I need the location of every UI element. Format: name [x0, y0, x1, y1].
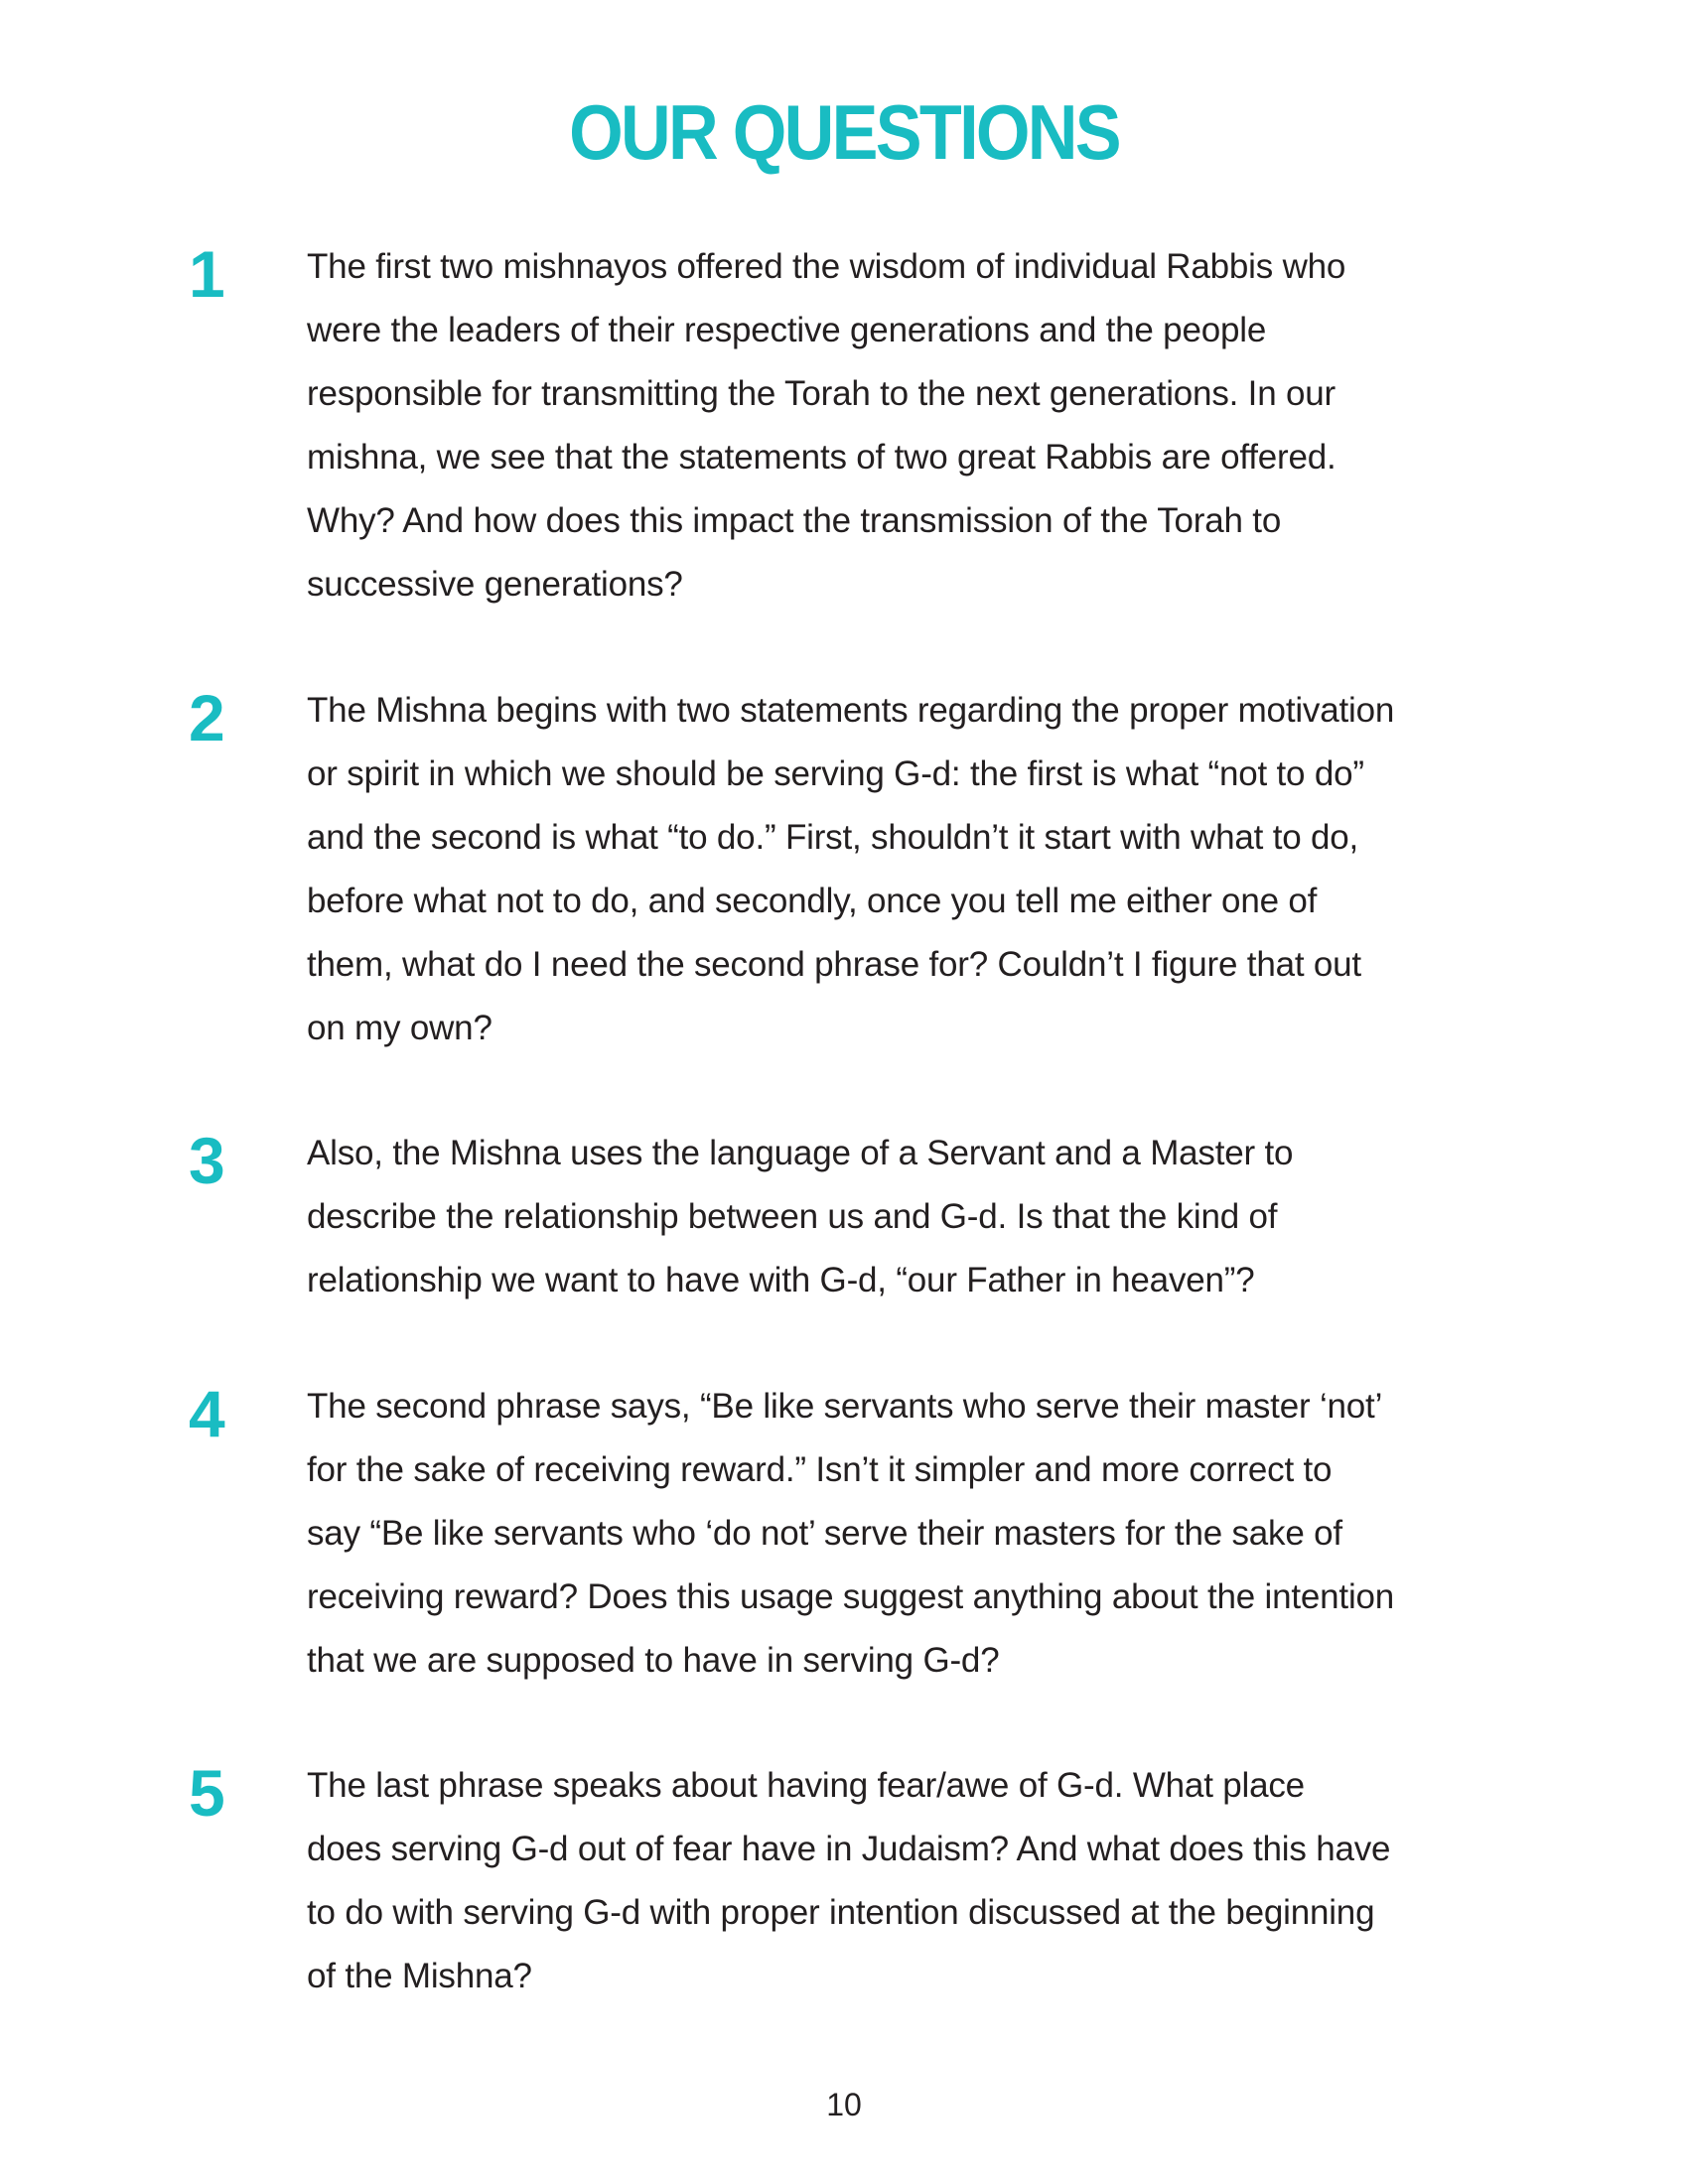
- page-title: OUR QUESTIONS: [569, 88, 1119, 176]
- question-text-line: Also, the Mishna uses the language of a Servant and a Master to: [307, 1134, 1294, 1172]
- question-text-line: to do with serving G-d with proper intention discussed at the beginning: [307, 1893, 1375, 1932]
- question-number: 5: [189, 1756, 225, 1830]
- question-text-line: The first two mishnayos offered the wisdom of individual Rabbis who: [307, 247, 1346, 286]
- question-number: 1: [189, 237, 225, 311]
- question-text-line: them, what do I need the second phrase for? Couldn’t I figure that out: [307, 945, 1361, 984]
- question-text-line: for the sake of receiving reward.” Isn’t it simpler and more correct to: [307, 1450, 1333, 1489]
- question-text-line: does serving G-d out of fear have in Judaism? And what does this have: [307, 1830, 1391, 1868]
- question-text-line: relationship we want to have with G-d, “our Father in heaven”?: [307, 1261, 1255, 1299]
- page-number: 10: [826, 2087, 862, 2122]
- question-text-line: The Mishna begins with two statements regarding the proper motivation: [307, 691, 1395, 730]
- question-text-line: The last phrase speaks about having fear/awe of G-d. What place: [307, 1766, 1305, 1805]
- question-text-line: and the second is what “to do.” First, shouldn’t it start with what to do,: [307, 818, 1359, 857]
- question-text-line: The second phrase says, “Be like servants who serve their master ‘not’: [307, 1387, 1383, 1426]
- question-text-line: were the leaders of their respective generations and the people: [307, 311, 1267, 349]
- question-text-line: successive generations?: [307, 565, 683, 604]
- question-text-line: that we are supposed to have in serving G-d?: [307, 1641, 1000, 1680]
- question-text-line: of the Mishna?: [307, 1957, 532, 1995]
- question-text-line: describe the relationship between us and G-d. Is that the kind of: [307, 1197, 1278, 1236]
- question-number: 4: [189, 1377, 225, 1450]
- question-text-line: responsible for transmitting the Torah to the next generations. In our: [307, 374, 1336, 413]
- question-text-line: receiving reward? Does this usage suggest anything about the intention: [307, 1577, 1395, 1616]
- question-number: 3: [189, 1124, 225, 1197]
- question-text-line: or spirit in which we should be serving G-d: the first is what “not to do”: [307, 754, 1364, 793]
- question-text-line: Why? And how does this impact the transmission of the Torah to: [307, 501, 1282, 540]
- question-text-line: on my own?: [307, 1009, 492, 1047]
- question-text-line: say “Be like servants who ‘do not’ serve their masters for the sake of: [307, 1514, 1342, 1553]
- question-text-line: mishna, we see that the statements of two great Rabbis are offered.: [307, 438, 1336, 477]
- question-number: 2: [189, 681, 225, 754]
- question-text-line: before what not to do, and secondly, once you tell me either one of: [307, 882, 1318, 920]
